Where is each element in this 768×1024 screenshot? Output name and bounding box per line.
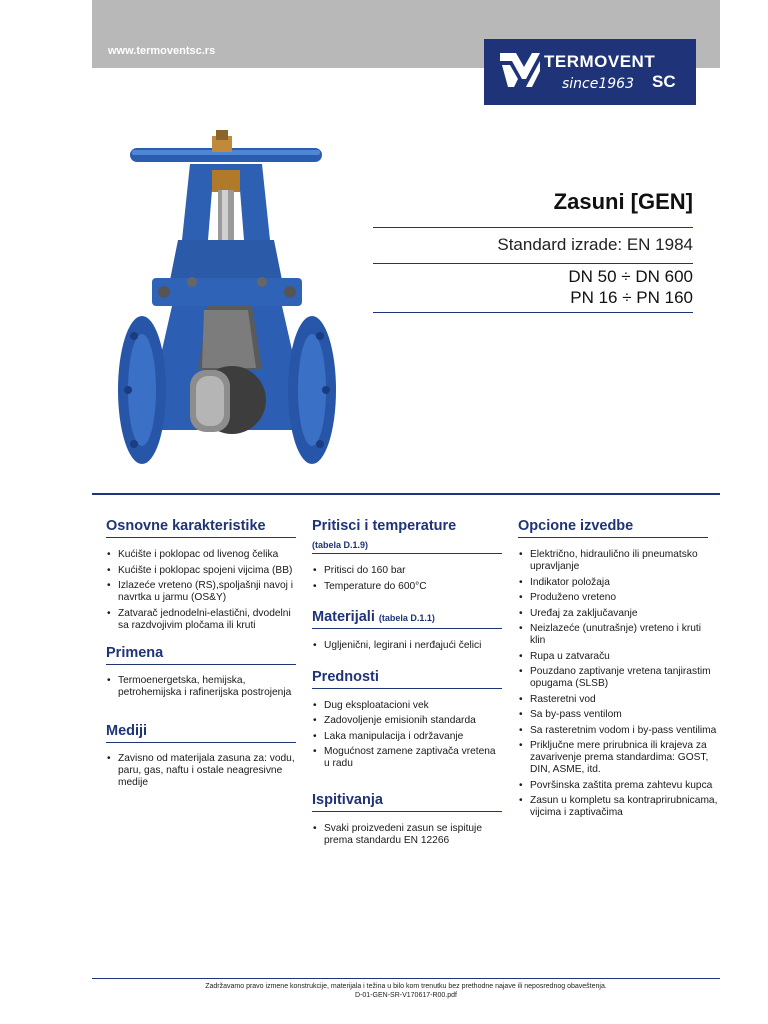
logo-mark-icon (500, 53, 540, 87)
section-subheading: (tabela D.1.9) (312, 536, 502, 554)
website-url: www.termoventsc.rs (108, 45, 216, 57)
list-item: • Mogućnost zamene zaptivača vretena u radu (312, 746, 502, 770)
section-osnovne (106, 518, 296, 632)
mediji-list (106, 753, 296, 789)
footer-rule (92, 978, 720, 979)
list-item: • Uređaj za zaključavanje (518, 608, 718, 620)
materijali-list (312, 640, 502, 652)
pn-range: PN 16 ÷ PN 160 (570, 288, 693, 307)
section-heading: Osnovne karakteristike (106, 518, 296, 538)
list-item: • Pritisci do 160 bar (312, 565, 502, 577)
section-materijali (312, 609, 502, 652)
section-heading: Pritisci i temperature (312, 518, 457, 534)
section-heading (312, 609, 502, 629)
list-item: • Električno, hidraulično ili pneumatsko upravljanje (518, 549, 718, 573)
list-item: • Sa rasteretnim vodom i by-pass ventilima (518, 725, 718, 737)
list-item: • Indikator položaja (518, 577, 718, 589)
list-item: • Dug eksploatacioni vek (312, 700, 502, 712)
list-item: • Zatvarač jednodelni-elastični, dvodelni sa razdvojivim pločama ili kruti (106, 608, 296, 632)
section-mediji (106, 723, 296, 789)
list-item: • Zavisno od materijala zasuna za: vodu, paru, gas, naftu i ostale neagresivne medije (106, 753, 296, 789)
pritisci-list (312, 565, 502, 593)
size-range (568, 266, 693, 308)
primena-list (106, 675, 296, 699)
list-item: • Izlazeće vreteno (RS),spoljašnji navoj i navrtka u jarmu (OS&Y) (106, 580, 296, 604)
section-heading: Prednosti (312, 669, 502, 689)
standard-text: Standard izrade: EN 1984 (497, 235, 693, 254)
ispitivanja-list (312, 823, 502, 847)
column-middle (312, 518, 502, 851)
column-right (518, 518, 718, 823)
logo-since: since1963 (562, 76, 634, 92)
section-divider (92, 493, 720, 495)
section-heading: Ispitivanja (312, 792, 502, 812)
footer-doc-id: D-01-GEN-SR-V170617-R00.pdf (355, 992, 457, 999)
list-item: • Pouzdano zaptivanje vretena tanjirastim opugama (SLSB) (518, 666, 718, 690)
section-primena (106, 645, 296, 699)
section-prednosti (312, 669, 502, 771)
list-item: • Priključne mere prirubnica ili krajeva za zavarivenje prema standardima: GOST, DIN, ASME, itd. (518, 740, 718, 776)
title-rule (373, 227, 693, 228)
standard-rule (373, 263, 693, 264)
section-heading: Mediji (106, 723, 296, 743)
list-item: • Zadovoljenje emisionih standarda (312, 715, 502, 727)
section-ispitivanja (312, 792, 502, 847)
dn-range: DN 50 ÷ DN 600 (568, 267, 693, 286)
list-item: • Rupa u zatvaraču (518, 651, 718, 663)
list-item: • Zasun u kompletu sa kontraprirubnicama, vijcima i zaptivačima (518, 795, 718, 819)
osnovne-list (106, 549, 296, 632)
list-item: • Kućište i poklopac spojeni vijcima (BB) (106, 565, 296, 577)
footer-notice: Zadržavamo pravo izmene konstrukcije, materijala i težina u bilo kom trenutku bez prethodne najave ili neposrednog obaveštenja. (205, 983, 607, 990)
section-pritisci (312, 518, 502, 593)
logo-suffix: SC (652, 72, 676, 91)
materijali-title: Materijali (312, 608, 375, 625)
gate-valve-illustration (112, 130, 342, 470)
list-item: • Svaki proizvedeni zasun se ispituje prema standardu EN 12266 (312, 823, 502, 847)
range-rule (373, 312, 693, 313)
list-item: • Površinska zaštita prema zahtevu kupca (518, 780, 718, 792)
list-item: • Temperature do 600°C (312, 581, 502, 593)
list-item: • Neizlazeće (unutrašnje) vreteno i kruti klin (518, 623, 718, 647)
section-opcione (518, 518, 718, 819)
prednosti-list (312, 700, 502, 771)
list-item: • Ugljenični, legirani i nerđajući čelici (312, 640, 502, 652)
list-item: • Produženo vreteno (518, 592, 718, 604)
list-item: • Termoenergetska, hemijska, petrohemijska i rafinerijska postrojenja (106, 675, 296, 699)
column-left (106, 518, 296, 792)
list-item: • Kućište i poklopac od livenog čelika (106, 549, 296, 561)
product-title: Zasuni [GEN] (553, 189, 693, 214)
list-item: • Laka manipulacija i održavanje (312, 731, 502, 743)
opcione-list (518, 549, 718, 819)
materijali-subheading: (tabela D.1.1) (378, 612, 435, 623)
section-heading: Primena (106, 645, 296, 665)
logo-brand: TERMOVENT (544, 52, 656, 71)
section-heading: Opcione izvedbe (518, 518, 708, 538)
list-item: • Sa by-pass ventilom (518, 709, 718, 721)
company-logo (484, 39, 696, 105)
list-item: • Rasteretni vod (518, 694, 718, 706)
